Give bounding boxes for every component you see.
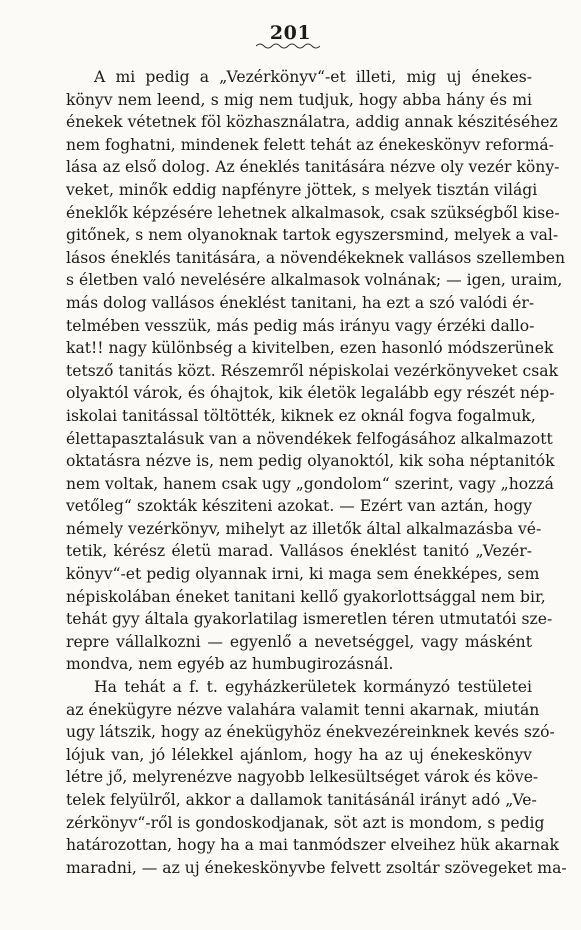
text-line: lása az első dolog. Az éneklés tanitására nézve oly vezér köny-: [66, 158, 560, 177]
text-line: kat!! nagy különbség a kivitelben, ezen hasonló módszerünek: [66, 339, 554, 358]
text-line: veket, minők eddig napfényre jöttek, s melyek tisztán világi: [66, 180, 538, 199]
text-line: telmében vesszük, más pedig más irányu vagy érzéki dallo-: [66, 316, 535, 335]
paragraph-2: [66, 676, 567, 879]
text-line: telek felyülről, akkor a dallamok tanitásánál irányt adó „Ve-: [66, 791, 537, 809]
text-line: nem voltak, hanem csak ugy „gondolom“ szerint, vagy „hozzá: [66, 474, 554, 493]
text-line: vetőleg“ szokták késziteni azokat. — Ezért van aztán, hogy: [66, 497, 532, 516]
text-line: lásos éneklés tanitására, a növendékeknek vallásos szellemben: [66, 248, 566, 267]
text-line: iskolai tanitással töltötték, kiknek ez oknál fogva fogalmuk,: [66, 406, 536, 425]
text-line: nem foghatni, mindenek felett tehát az énekeskönyv reformá-: [66, 135, 554, 154]
text-line: repre vállalkozni — egyenlő a nevetséggel, vagy másként: [66, 632, 532, 651]
text-line: népiskolában éneket tanitani kellő gyakorlottsággal nem bir,: [66, 587, 546, 606]
text-line: határozottan, hogy ha a mai tanmódszer elveihez hük akarnak: [66, 836, 559, 855]
page-number-ornament: [256, 42, 320, 50]
text-line: olyaktól várok, és óhajtok, kik életök legalább egy részét nép-: [66, 384, 555, 403]
text-line: némely vezérkönyv, mihelyt az illetők által alkalmazásba vé-: [66, 519, 542, 538]
text-line: tetik, kérész életü marad. Vallásos éneklést tanitó „Vezér-: [66, 542, 532, 561]
text-line: ugy látszik, hogy az énekügyhöz énekvezéreinknek kevés szó-: [66, 723, 555, 742]
text-line: énekek vétetnek föl közhasználatra, addig annak készitéséhez: [66, 113, 558, 132]
text-line: az énekügyre nézve valahára valamit tenni akarnak, miután: [66, 700, 540, 719]
text-line: zérkönyv“-ről is gondoskodjanak, söt azt is mondom, s pedig: [66, 813, 545, 832]
text-line: mondva, nem egyéb az humbugirozásnál.: [66, 655, 394, 674]
text-line: maradni, — az uj énekeskönyvbe felvett zsoltár szövegeket ma-: [66, 858, 567, 877]
text-line: Ha tehát a f. t. egyházkerületek kormányzó testületei: [94, 678, 532, 697]
text-line: éneklők képzésére lehetnek alkalmasok, csak szükségből kise-: [66, 203, 560, 222]
text-line: könyv nem leend, s mig nem tudjuk, hogy abba hány és mi: [66, 90, 532, 109]
text-line: gitőnek, s nem olyanoknak tartok egyszersmind, melyek a val-: [66, 226, 559, 245]
paragraph-1: [66, 66, 566, 676]
text-line: létre jő, melyrenézve nagyobb lelkesültséget várok és köve-: [66, 768, 539, 787]
page-number: 201: [269, 22, 312, 44]
text-line: tehát gyy általa gyakorlatilag ismeretlen téren utmutatói sze-: [66, 610, 553, 629]
text-line: s életben való nevelésére alkalmasok volnának; — igen, uraim,: [66, 271, 563, 290]
text-line: tetsző tanitás közt. Részemről népiskolai vezérkönyveket csak: [66, 361, 559, 380]
text-line: oktatásra nézve is, nem pedig olyanoktól, kik soha néptanitók: [66, 452, 555, 471]
text-line: könyv“-et pedig olyannak irni, ki maga sem énekképes, sem: [66, 565, 540, 584]
text-line: élettapasztalásuk van a növendékek felfogásához alkalmazott: [66, 429, 553, 448]
text-line: más dolog vallásos éneklést tanitani, ha ezt a szó valódi ér-: [66, 293, 535, 312]
text-line: lójuk van, jó lélekkel ajánlom, hogy ha az uj énekeskönyv: [66, 745, 532, 764]
text-line: A mi pedig a „Vezérkönyv“-et illeti, mig uj énekes-: [94, 68, 532, 86]
body-text: [66, 66, 567, 879]
